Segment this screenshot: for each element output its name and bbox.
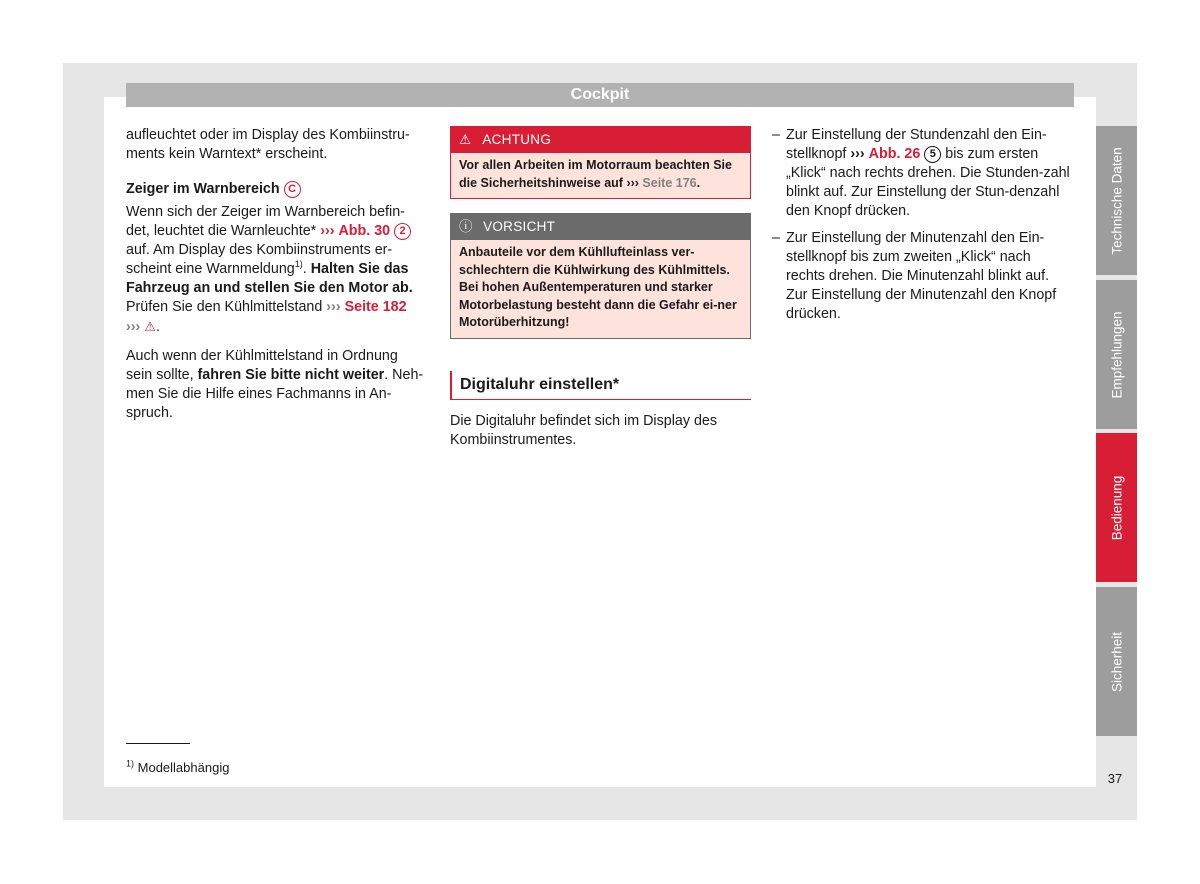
- arrow-icon: ›››: [126, 319, 141, 335]
- bold-text: Halten Sie das Fahrzeug an und stellen Sie den Motor ab.: [126, 261, 413, 296]
- left-paragraph-1: aufleuchtet oder im Display des Kombiinstru-ments kein Warntext* erscheint.: [126, 127, 410, 162]
- text-span: Zur Einstellung der Stundenzahl den Ein-stellknopf: [786, 127, 1047, 162]
- text-span: . Neh-men Sie die Hilfe eines Fachmanns in An-spruch.: [126, 367, 424, 421]
- caution-box-text: Anbauteile vor dem Kühllufteinlass ver-schlechtern die Kühlwirkung des Kühlmittels. Bei hohen Außentemperaturen und starker Motorbelastung besteht dann die Gefahr ei-ner Motorüberhitzung!: [459, 245, 737, 329]
- list-item-text: [786, 126, 1072, 221]
- text-span: Wenn sich der Zeiger im Warnbereich befin-det, leuchtet die Warnleuchte*: [126, 204, 405, 239]
- section-heading: [450, 371, 751, 400]
- dash-bullet: –: [772, 230, 780, 246]
- tab-label: Sicherheit: [1109, 631, 1124, 692]
- warning-box-label: ACHTUNG: [482, 132, 552, 147]
- header-title: Cockpit: [570, 86, 630, 103]
- tab-label: Bedienung: [1109, 475, 1124, 540]
- section-title: Digitaluhr einstellen*: [460, 376, 620, 393]
- marker-2: 2: [394, 223, 411, 240]
- text-span: Auch wenn der Kühlmittelstand in Ordnung sein sollte,: [126, 348, 398, 383]
- list-item: [772, 126, 1072, 221]
- arrow-icon: ›››: [326, 299, 341, 315]
- bold-text: fahren Sie bitte nicht weiter: [197, 367, 385, 383]
- tab-technische-daten[interactable]: [1096, 126, 1137, 275]
- warning-box-header: [451, 127, 750, 153]
- warning-box-body: Vor allen Arbeiten im Motorraum beachten Sie die Sicherheitshinweise auf ››› Seite 176.: [451, 153, 750, 198]
- warning-triangle-icon: ⚠: [459, 132, 472, 147]
- link-abb-30[interactable]: Abb. 30: [338, 223, 391, 239]
- warning-box-text: Vor allen Arbeiten im Motorraum beachten Sie die Sicherheitshinweise auf: [459, 158, 732, 190]
- caution-box-header: [451, 214, 750, 240]
- section-body: [450, 412, 751, 460]
- info-circle-icon: ⓘ: [459, 219, 473, 234]
- caution-box-label: VORSICHT: [483, 219, 556, 234]
- right-column: [772, 126, 1072, 332]
- tab-empfehlungen[interactable]: [1096, 280, 1137, 429]
- left-column: [126, 126, 426, 433]
- text-span: auf. Am Display des Kombiinstruments er-scheint eine Warnmeldung: [126, 242, 393, 277]
- left-paragraph-3: [126, 347, 426, 423]
- caution-box-body: [451, 240, 750, 338]
- marker-5: 5: [924, 146, 941, 163]
- arrow-icon: ›››: [626, 175, 639, 190]
- link-abb-26[interactable]: Abb. 26: [868, 146, 921, 162]
- arrow-icon: ›››: [850, 146, 865, 162]
- subsection-heading: [126, 180, 426, 199]
- tab-label: Empfehlungen: [1109, 310, 1124, 399]
- footnote-rule: [126, 743, 190, 744]
- left-paragraph-2: Wenn sich der Zeiger im Warnbereich befin-det, leuchtet die Warnleuchte* ››› Abb. 30 2 auf. Am Display des Kombiinstruments er-scheint eine Warnmeldung$^{1)}$. Halten Sie das Fahrzeug an und stellen Sie den Motor ab. Prüfen Sie den Kühlmittelstand ››› Seite 182 ››› ⚠.: [126, 204, 413, 335]
- tab-label: Technische Daten: [1109, 146, 1124, 255]
- footnote: [126, 760, 229, 775]
- tab-sicherheit[interactable]: [1096, 587, 1137, 736]
- text-span: Prüfen Sie den Kühlmittelstand: [126, 299, 323, 315]
- arrow-icon: ›››: [320, 223, 335, 239]
- marker-c: C: [284, 181, 301, 198]
- list-item-text: Zur Einstellung der Minutenzahl den Ein-stellknopf bis zum zweiten „Klick“ nach rechts drehen. Die Minutenzahl blinkt auf. Zur Einstellung der Minutenzahl den Knopf drücken.: [786, 230, 1057, 322]
- subsection-title: Zeiger im Warnbereich: [126, 181, 280, 197]
- footnote-text: Modellabhängig: [137, 760, 230, 775]
- warning-triangle-icon: ⚠: [144, 319, 156, 334]
- footnote-marker: 1): [126, 758, 135, 769]
- page-header: [126, 83, 1074, 107]
- section-paragraph: Die Digitaluhr befindet sich im Display des Kombiinstrumentes.: [450, 413, 717, 448]
- caution-box-vorsicht: [450, 213, 751, 339]
- tab-bedienung[interactable]: [1096, 433, 1137, 582]
- link-seite-176[interactable]: Seite 176: [642, 175, 697, 190]
- text-span: .: [302, 261, 311, 277]
- list-item: [772, 229, 1072, 324]
- link-seite-182[interactable]: Seite 182: [344, 299, 407, 315]
- warning-box-achtung: [450, 126, 751, 199]
- footnote-ref: 1): [294, 259, 303, 270]
- page-number: 37: [1107, 771, 1123, 786]
- text-span: bis zum ersten „Klick“ nach rechts drehen. Die Stunden-zahl blinkt auf. Zur Einstellung der Stun-denzahl den Knopf drücken.: [786, 146, 1070, 219]
- dash-bullet: –: [772, 127, 780, 143]
